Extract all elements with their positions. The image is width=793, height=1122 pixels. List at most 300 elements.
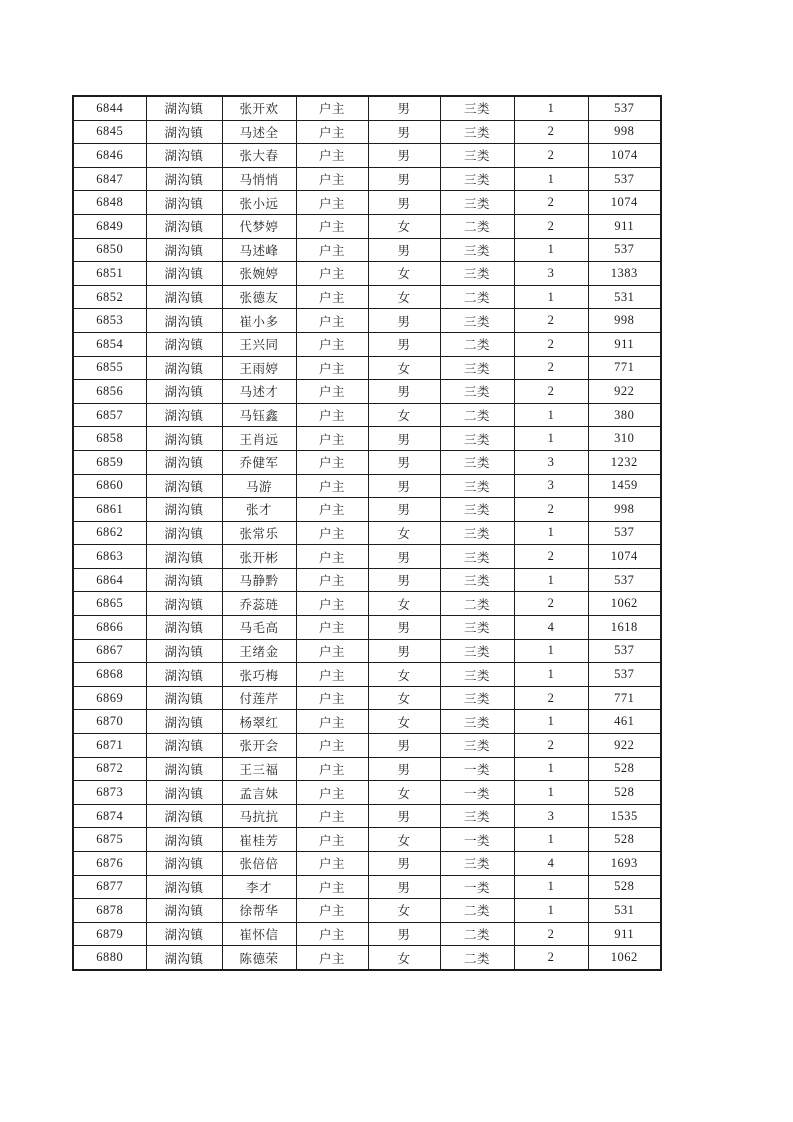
cell-gender: 女 (368, 592, 440, 616)
cell-count: 1 (514, 875, 588, 899)
cell-name: 崔桂芳 (222, 828, 296, 852)
cell-relation: 户主 (296, 639, 368, 663)
cell-category: 一类 (440, 828, 514, 852)
cell-amount: 528 (588, 875, 661, 899)
cell-category: 二类 (440, 214, 514, 238)
table-row (73, 214, 661, 238)
cell-name: 张开会 (222, 734, 296, 758)
cell-town: 湖沟镇 (146, 521, 222, 545)
cell-category: 一类 (440, 875, 514, 899)
cell-relation: 户主 (296, 309, 368, 333)
cell-relation: 户主 (296, 144, 368, 168)
table-row (73, 663, 661, 687)
cell-relation: 户主 (296, 285, 368, 309)
cell-gender: 女 (368, 403, 440, 427)
cell-category: 二类 (440, 899, 514, 923)
cell-relation: 户主 (296, 403, 368, 427)
cell-serial-number: 6850 (73, 238, 146, 262)
cell-count: 4 (514, 852, 588, 876)
cell-name: 杨翠红 (222, 710, 296, 734)
cell-amount: 1074 (588, 144, 661, 168)
cell-town: 湖沟镇 (146, 285, 222, 309)
cell-count: 2 (514, 332, 588, 356)
cell-relation: 户主 (296, 450, 368, 474)
cell-gender: 女 (368, 521, 440, 545)
cell-count: 1 (514, 639, 588, 663)
cell-category: 三类 (440, 144, 514, 168)
cell-town: 湖沟镇 (146, 214, 222, 238)
cell-amount: 911 (588, 332, 661, 356)
cell-name: 张开欢 (222, 96, 296, 120)
cell-name: 代梦婷 (222, 214, 296, 238)
cell-relation: 户主 (296, 521, 368, 545)
cell-relation: 户主 (296, 592, 368, 616)
cell-relation: 户主 (296, 356, 368, 380)
cell-gender: 女 (368, 946, 440, 970)
cell-name: 马述峰 (222, 238, 296, 262)
cell-serial-number: 6854 (73, 332, 146, 356)
cell-name: 马游 (222, 474, 296, 498)
cell-town: 湖沟镇 (146, 592, 222, 616)
cell-relation: 户主 (296, 96, 368, 120)
table-row (73, 521, 661, 545)
table-row (73, 686, 661, 710)
cell-gender: 女 (368, 285, 440, 309)
cell-relation: 户主 (296, 262, 368, 286)
cell-count: 2 (514, 144, 588, 168)
cell-serial-number: 6858 (73, 427, 146, 451)
cell-gender: 男 (368, 120, 440, 144)
cell-gender: 男 (368, 804, 440, 828)
table-row (73, 639, 661, 663)
cell-amount: 537 (588, 238, 661, 262)
cell-category: 三类 (440, 710, 514, 734)
table-row (73, 285, 661, 309)
cell-amount: 911 (588, 922, 661, 946)
cell-count: 1 (514, 568, 588, 592)
cell-town: 湖沟镇 (146, 309, 222, 333)
cell-gender: 女 (368, 663, 440, 687)
cell-relation: 户主 (296, 474, 368, 498)
cell-relation: 户主 (296, 332, 368, 356)
cell-town: 湖沟镇 (146, 734, 222, 758)
cell-gender: 男 (368, 167, 440, 191)
cell-count: 2 (514, 686, 588, 710)
cell-gender: 男 (368, 922, 440, 946)
cell-name: 陈德荣 (222, 946, 296, 970)
cell-count: 2 (514, 309, 588, 333)
cell-amount: 537 (588, 96, 661, 120)
cell-amount: 771 (588, 356, 661, 380)
cell-amount: 1459 (588, 474, 661, 498)
cell-count: 1 (514, 757, 588, 781)
cell-serial-number: 6865 (73, 592, 146, 616)
cell-category: 二类 (440, 285, 514, 309)
cell-relation: 户主 (296, 899, 368, 923)
cell-gender: 女 (368, 214, 440, 238)
cell-amount: 310 (588, 427, 661, 451)
cell-category: 三类 (440, 498, 514, 522)
cell-serial-number: 6845 (73, 120, 146, 144)
cell-count: 3 (514, 262, 588, 286)
cell-name: 王绪金 (222, 639, 296, 663)
cell-town: 湖沟镇 (146, 710, 222, 734)
cell-serial-number: 6863 (73, 545, 146, 569)
table-row (73, 427, 661, 451)
cell-count: 1 (514, 96, 588, 120)
table-row (73, 568, 661, 592)
cell-category: 三类 (440, 663, 514, 687)
cell-town: 湖沟镇 (146, 852, 222, 876)
cell-amount: 1693 (588, 852, 661, 876)
cell-serial-number: 6876 (73, 852, 146, 876)
cell-gender: 女 (368, 828, 440, 852)
cell-gender: 男 (368, 427, 440, 451)
cell-relation: 户主 (296, 663, 368, 687)
cell-serial-number: 6869 (73, 686, 146, 710)
cell-category: 三类 (440, 545, 514, 569)
cell-amount: 998 (588, 498, 661, 522)
cell-serial-number: 6861 (73, 498, 146, 522)
cell-serial-number: 6849 (73, 214, 146, 238)
cell-serial-number: 6855 (73, 356, 146, 380)
cell-name: 张开彬 (222, 545, 296, 569)
cell-town: 湖沟镇 (146, 167, 222, 191)
cell-town: 湖沟镇 (146, 427, 222, 451)
cell-name: 张才 (222, 498, 296, 522)
cell-town: 湖沟镇 (146, 781, 222, 805)
cell-relation: 户主 (296, 568, 368, 592)
cell-amount: 528 (588, 781, 661, 805)
cell-serial-number: 6860 (73, 474, 146, 498)
table-row (73, 380, 661, 404)
cell-relation: 户主 (296, 238, 368, 262)
cell-serial-number: 6879 (73, 922, 146, 946)
cell-amount: 537 (588, 663, 661, 687)
cell-town: 湖沟镇 (146, 899, 222, 923)
cell-name: 崔怀信 (222, 922, 296, 946)
cell-category: 二类 (440, 592, 514, 616)
cell-amount: 1383 (588, 262, 661, 286)
cell-count: 2 (514, 498, 588, 522)
table-row (73, 828, 661, 852)
table-row (73, 167, 661, 191)
cell-category: 二类 (440, 922, 514, 946)
cell-name: 王三福 (222, 757, 296, 781)
cell-gender: 男 (368, 545, 440, 569)
cell-relation: 户主 (296, 922, 368, 946)
cell-serial-number: 6872 (73, 757, 146, 781)
cell-relation: 户主 (296, 120, 368, 144)
cell-gender: 男 (368, 332, 440, 356)
cell-serial-number: 6856 (73, 380, 146, 404)
cell-town: 湖沟镇 (146, 616, 222, 640)
cell-amount: 1535 (588, 804, 661, 828)
cell-category: 三类 (440, 686, 514, 710)
table-row (73, 450, 661, 474)
cell-name: 王雨婷 (222, 356, 296, 380)
cell-name: 马述才 (222, 380, 296, 404)
cell-town: 湖沟镇 (146, 238, 222, 262)
cell-count: 2 (514, 734, 588, 758)
cell-town: 湖沟镇 (146, 498, 222, 522)
cell-amount: 998 (588, 309, 661, 333)
cell-serial-number: 6880 (73, 946, 146, 970)
cell-category: 三类 (440, 238, 514, 262)
cell-relation: 户主 (296, 427, 368, 451)
cell-gender: 女 (368, 710, 440, 734)
table-row (73, 852, 661, 876)
cell-serial-number: 6853 (73, 309, 146, 333)
cell-category: 三类 (440, 639, 514, 663)
cell-count: 2 (514, 380, 588, 404)
cell-serial-number: 6866 (73, 616, 146, 640)
cell-serial-number: 6846 (73, 144, 146, 168)
cell-relation: 户主 (296, 214, 368, 238)
cell-relation: 户主 (296, 545, 368, 569)
table-row (73, 710, 661, 734)
table-row (73, 356, 661, 380)
cell-name: 孟言妹 (222, 781, 296, 805)
cell-town: 湖沟镇 (146, 403, 222, 427)
cell-town: 湖沟镇 (146, 568, 222, 592)
cell-amount: 1618 (588, 616, 661, 640)
cell-count: 1 (514, 781, 588, 805)
cell-gender: 男 (368, 616, 440, 640)
cell-town: 湖沟镇 (146, 922, 222, 946)
cell-serial-number: 6873 (73, 781, 146, 805)
cell-category: 二类 (440, 946, 514, 970)
table-row (73, 922, 661, 946)
cell-name: 马述全 (222, 120, 296, 144)
cell-amount: 528 (588, 757, 661, 781)
cell-name: 张常乐 (222, 521, 296, 545)
cell-count: 2 (514, 545, 588, 569)
cell-name: 徐帮华 (222, 899, 296, 923)
cell-name: 张德友 (222, 285, 296, 309)
cell-serial-number: 6847 (73, 167, 146, 191)
cell-count: 1 (514, 427, 588, 451)
cell-count: 4 (514, 616, 588, 640)
cell-amount: 528 (588, 828, 661, 852)
cell-count: 2 (514, 946, 588, 970)
cell-name: 乔蕊琏 (222, 592, 296, 616)
cell-gender: 男 (368, 309, 440, 333)
cell-amount: 1074 (588, 191, 661, 215)
cell-amount: 771 (588, 686, 661, 710)
cell-count: 2 (514, 592, 588, 616)
cell-serial-number: 6844 (73, 96, 146, 120)
cell-category: 三类 (440, 474, 514, 498)
cell-town: 湖沟镇 (146, 639, 222, 663)
cell-gender: 男 (368, 238, 440, 262)
cell-town: 湖沟镇 (146, 757, 222, 781)
cell-town: 湖沟镇 (146, 356, 222, 380)
cell-town: 湖沟镇 (146, 191, 222, 215)
cell-name: 马抗抗 (222, 804, 296, 828)
cell-count: 2 (514, 120, 588, 144)
records-table-body (73, 96, 661, 970)
cell-name: 王肖远 (222, 427, 296, 451)
cell-amount: 531 (588, 899, 661, 923)
cell-name: 王兴同 (222, 332, 296, 356)
cell-count: 1 (514, 521, 588, 545)
table-row (73, 309, 661, 333)
table-row (73, 498, 661, 522)
table-row (73, 899, 661, 923)
cell-serial-number: 6868 (73, 663, 146, 687)
cell-count: 1 (514, 238, 588, 262)
cell-town: 湖沟镇 (146, 474, 222, 498)
table-row (73, 96, 661, 120)
cell-name: 马钰鑫 (222, 403, 296, 427)
cell-serial-number: 6871 (73, 734, 146, 758)
cell-town: 湖沟镇 (146, 380, 222, 404)
cell-category: 二类 (440, 332, 514, 356)
cell-name: 马悄悄 (222, 167, 296, 191)
table-row (73, 592, 661, 616)
cell-amount: 380 (588, 403, 661, 427)
cell-gender: 女 (368, 356, 440, 380)
cell-gender: 男 (368, 852, 440, 876)
cell-gender: 男 (368, 875, 440, 899)
cell-town: 湖沟镇 (146, 96, 222, 120)
cell-category: 三类 (440, 616, 514, 640)
cell-gender: 男 (368, 639, 440, 663)
cell-gender: 男 (368, 96, 440, 120)
cell-gender: 女 (368, 262, 440, 286)
cell-gender: 男 (368, 450, 440, 474)
cell-serial-number: 6867 (73, 639, 146, 663)
cell-serial-number: 6874 (73, 804, 146, 828)
cell-town: 湖沟镇 (146, 144, 222, 168)
cell-category: 三类 (440, 262, 514, 286)
cell-count: 3 (514, 474, 588, 498)
cell-amount: 537 (588, 167, 661, 191)
cell-gender: 女 (368, 781, 440, 805)
table-row (73, 757, 661, 781)
cell-gender: 男 (368, 498, 440, 522)
cell-relation: 户主 (296, 498, 368, 522)
cell-town: 湖沟镇 (146, 120, 222, 144)
cell-category: 三类 (440, 734, 514, 758)
table-row (73, 144, 661, 168)
cell-count: 1 (514, 285, 588, 309)
cell-amount: 922 (588, 734, 661, 758)
cell-gender: 男 (368, 474, 440, 498)
cell-relation: 户主 (296, 686, 368, 710)
cell-amount: 1074 (588, 545, 661, 569)
table-row (73, 403, 661, 427)
table-row (73, 734, 661, 758)
cell-category: 三类 (440, 191, 514, 215)
cell-serial-number: 6859 (73, 450, 146, 474)
table-row (73, 804, 661, 828)
cell-relation: 户主 (296, 757, 368, 781)
cell-category: 二类 (440, 403, 514, 427)
cell-count: 1 (514, 828, 588, 852)
cell-category: 三类 (440, 120, 514, 144)
cell-gender: 男 (368, 568, 440, 592)
cell-relation: 户主 (296, 828, 368, 852)
cell-town: 湖沟镇 (146, 804, 222, 828)
cell-name: 张大春 (222, 144, 296, 168)
cell-relation: 户主 (296, 191, 368, 215)
cell-count: 2 (514, 191, 588, 215)
cell-amount: 911 (588, 214, 661, 238)
cell-serial-number: 6875 (73, 828, 146, 852)
table-row (73, 332, 661, 356)
cell-category: 三类 (440, 167, 514, 191)
cell-gender: 男 (368, 757, 440, 781)
cell-town: 湖沟镇 (146, 450, 222, 474)
cell-category: 一类 (440, 757, 514, 781)
cell-category: 三类 (440, 568, 514, 592)
cell-relation: 户主 (296, 804, 368, 828)
cell-relation: 户主 (296, 616, 368, 640)
cell-amount: 998 (588, 120, 661, 144)
cell-serial-number: 6870 (73, 710, 146, 734)
cell-category: 三类 (440, 450, 514, 474)
cell-name: 张婉婷 (222, 262, 296, 286)
cell-amount: 922 (588, 380, 661, 404)
cell-count: 1 (514, 899, 588, 923)
cell-gender: 男 (368, 191, 440, 215)
table-row (73, 781, 661, 805)
table-row (73, 238, 661, 262)
cell-relation: 户主 (296, 781, 368, 805)
cell-count: 1 (514, 710, 588, 734)
table-row (73, 474, 661, 498)
cell-name: 乔健军 (222, 450, 296, 474)
cell-category: 三类 (440, 96, 514, 120)
cell-category: 三类 (440, 521, 514, 545)
table-row (73, 545, 661, 569)
cell-relation: 户主 (296, 852, 368, 876)
table-row (73, 946, 661, 970)
cell-count: 1 (514, 663, 588, 687)
cell-count: 2 (514, 356, 588, 380)
table-row (73, 875, 661, 899)
cell-town: 湖沟镇 (146, 332, 222, 356)
cell-category: 三类 (440, 380, 514, 404)
cell-count: 2 (514, 214, 588, 238)
table-row (73, 262, 661, 286)
cell-serial-number: 6851 (73, 262, 146, 286)
cell-serial-number: 6857 (73, 403, 146, 427)
cell-category: 三类 (440, 804, 514, 828)
cell-serial-number: 6864 (73, 568, 146, 592)
cell-relation: 户主 (296, 710, 368, 734)
cell-town: 湖沟镇 (146, 828, 222, 852)
cell-gender: 男 (368, 734, 440, 758)
table-row (73, 191, 661, 215)
cell-town: 湖沟镇 (146, 875, 222, 899)
cell-town: 湖沟镇 (146, 686, 222, 710)
cell-serial-number: 6848 (73, 191, 146, 215)
cell-amount: 531 (588, 285, 661, 309)
cell-amount: 1062 (588, 592, 661, 616)
cell-amount: 1232 (588, 450, 661, 474)
cell-town: 湖沟镇 (146, 946, 222, 970)
cell-relation: 户主 (296, 380, 368, 404)
cell-count: 3 (514, 804, 588, 828)
cell-name: 马毛高 (222, 616, 296, 640)
cell-name: 付莲芹 (222, 686, 296, 710)
cell-serial-number: 6877 (73, 875, 146, 899)
cell-town: 湖沟镇 (146, 545, 222, 569)
cell-serial-number: 6862 (73, 521, 146, 545)
